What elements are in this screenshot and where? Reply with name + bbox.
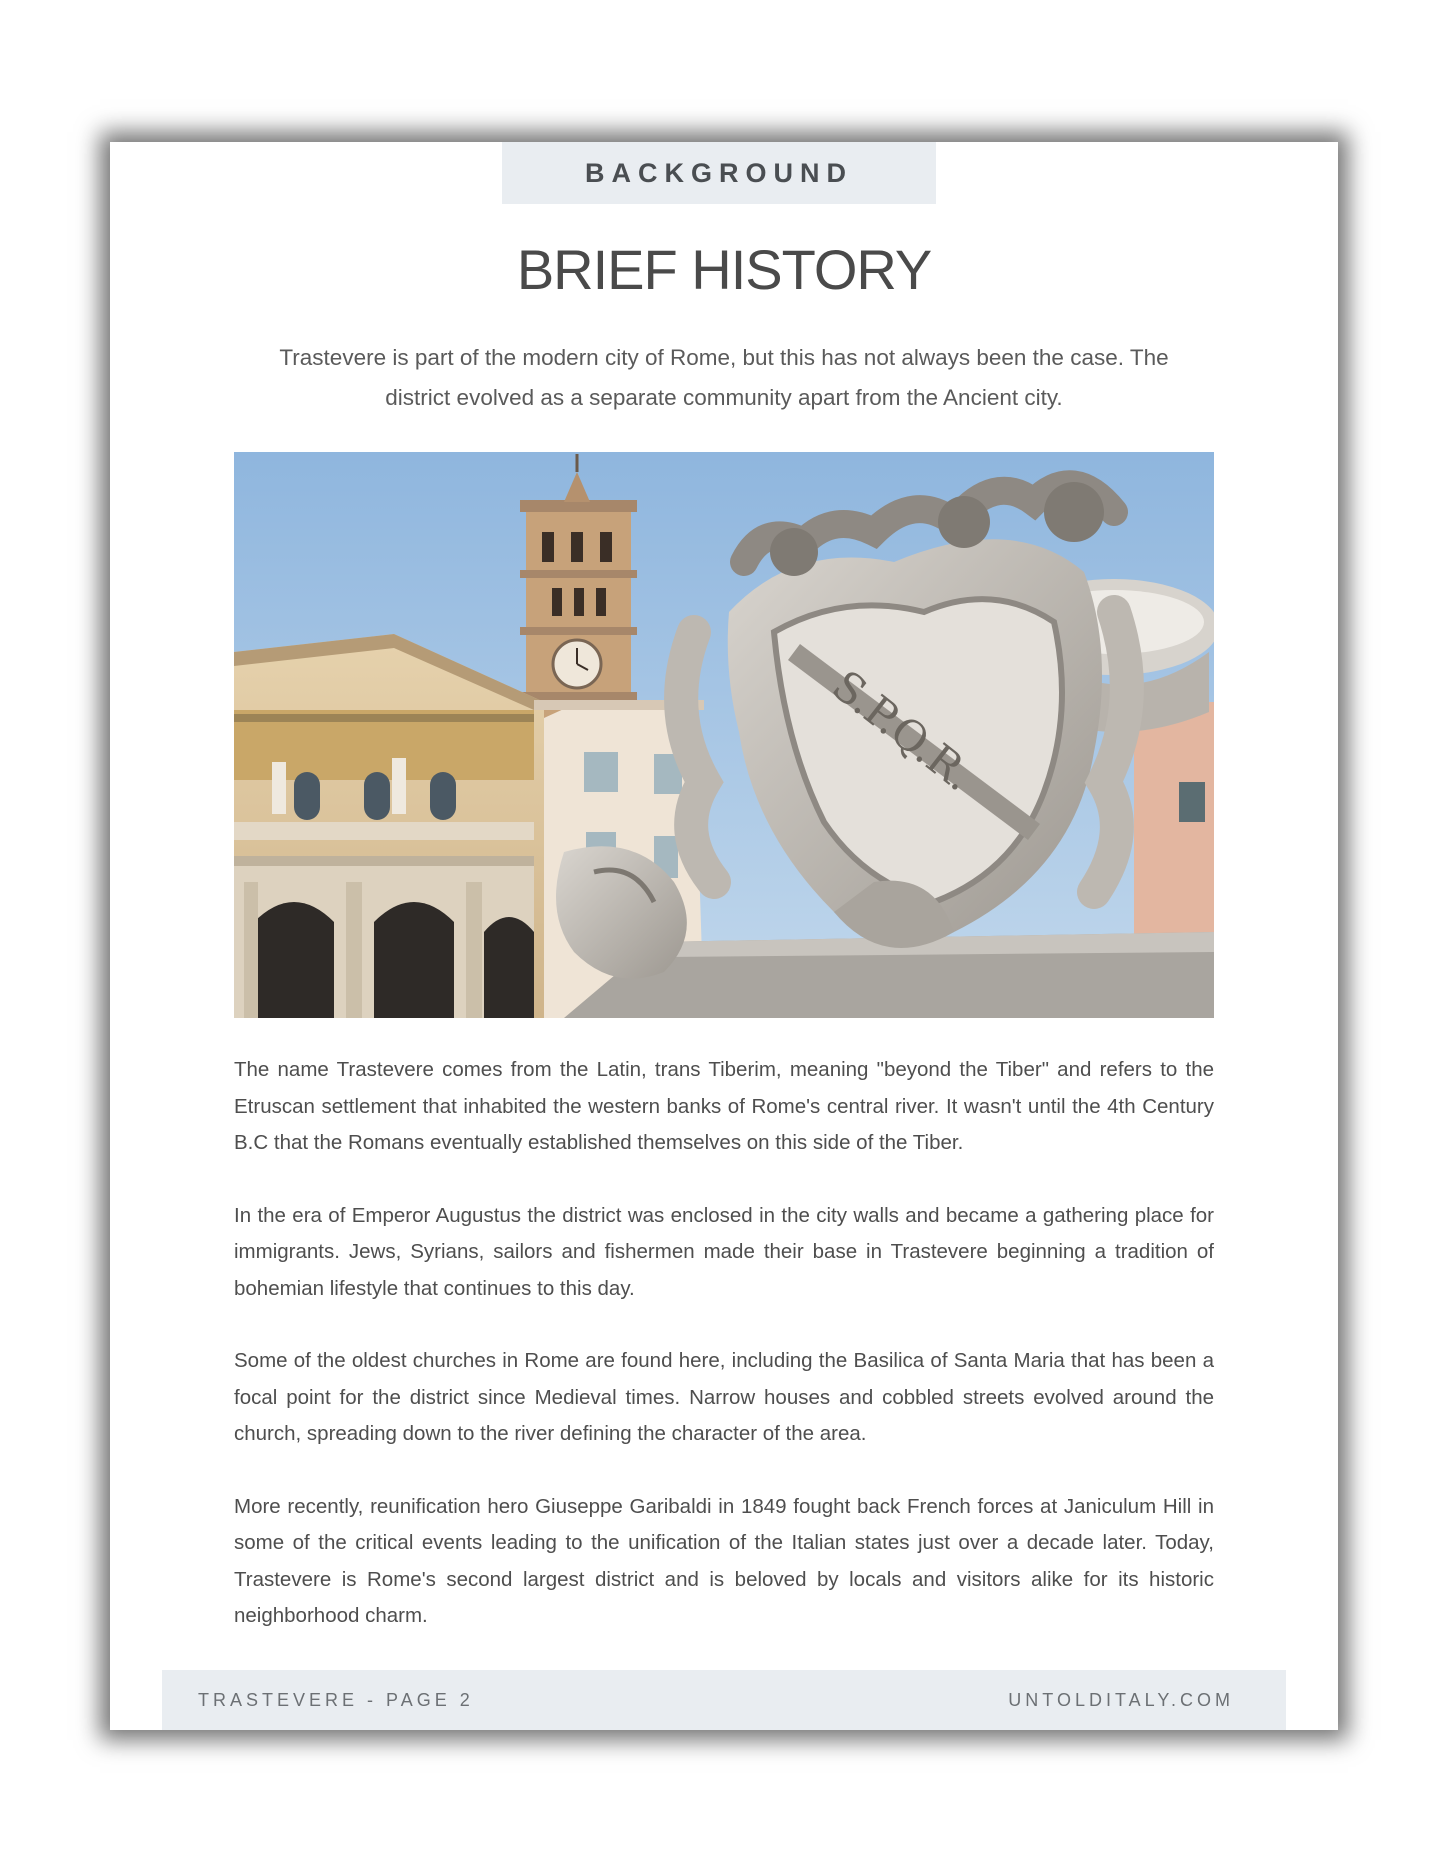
paragraph: Some of the oldest churches in Rome are found here, including the Basilica of Santa Maria that has been a focal point for the district since Medieval times. Narrow houses and cobbled streets evolved around the church, spreading down to the river defining the character of the area.: [234, 1349, 1214, 1445]
shield-inscription: S.P.Q.R.: [823, 660, 983, 801]
paragraph: In the era of Emperor Augustus the district was enclosed in the city walls and became a gathering place for immigrants. Jews, Syrians, sailors and fishermen made their base in Trastevere beginning a tradition of bohemian lifestyle that continues to this day.: [234, 1203, 1214, 1300]
trastevere-photo: [234, 452, 1214, 1018]
paragraph: More recently, reunification hero Giuseppe Garibaldi in 1849 fought back French forces at Janiculum Hill in some of the critical events leading to the unification of the Italian states just over a decade later. Today, Trastevere is Rome's second largest district and is beloved by locals and visitors alike for its historic neighborhood charm.: [234, 1494, 1214, 1627]
document-page: [110, 142, 1338, 1730]
section-tag: BACKGROUND: [502, 142, 936, 204]
footer-page-label: TRASTEVERE - PAGE 2: [198, 1689, 474, 1710]
page-footer: [162, 1670, 1286, 1730]
intro-text: Trastevere is part of the modern city of Rome, but this has not always been the case. The district evolved as a separate community apart from the Ancient city.: [279, 345, 1169, 410]
paragraph: The name Trastevere comes from the Latin, trans Tiberim, meaning "beyond the Tiber" and refers to the Etruscan settlement that inhabited the western banks of Rome's central river. It wasn't until the 4th Century B.C that the Romans eventually established themselves on this side of the Tiber.: [234, 1058, 1214, 1154]
body-text: [234, 1052, 1214, 1671]
footer-site-link[interactable]: UNTOLDITALY.COM: [1008, 1689, 1234, 1710]
page-title: BRIEF HISTORY: [516, 238, 932, 301]
